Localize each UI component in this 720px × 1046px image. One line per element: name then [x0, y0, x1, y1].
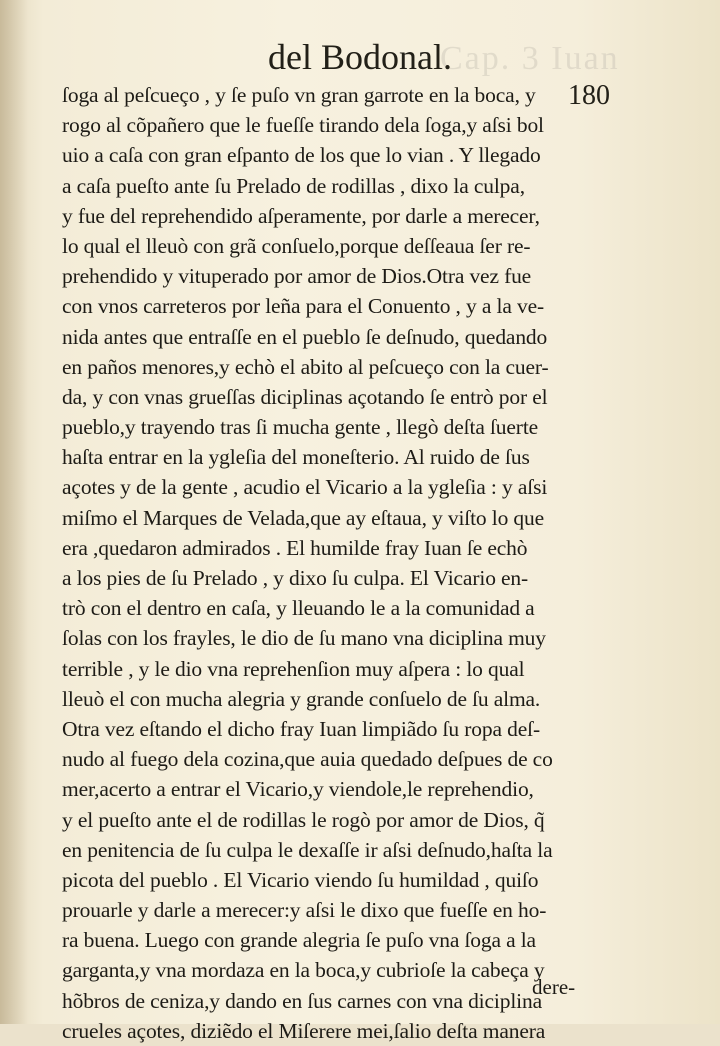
text-line: garganta,y vna mordaza en la boca,y cubrioſe la cabeça y	[62, 958, 545, 983]
text-line: en penitencia de ſu culpa le dexaſſe ir aſsi deſnudo,haſta la	[62, 837, 553, 862]
gutter-shadow	[0, 0, 28, 1024]
text-line: mer,acerto a entrar el Vicario,y viendole,le reprehendio,	[62, 777, 534, 802]
text-line: da, y con vnas grueſſas diciplinas açotando ſe entrò por el	[62, 384, 548, 409]
text-line: prouarle y darle a merecer:y aſsi le dixo que fueſſe en ho-	[62, 898, 547, 923]
page-number: 180	[568, 80, 610, 111]
text-line: y fue del reprehendido aſperamente, por darle a merecer,	[62, 203, 540, 228]
text-line: era ,quedaron admirados . El humilde fray Iuan ſe echò	[62, 535, 528, 560]
text-line: rogo al cõpañero que le fueſſe tirando dela ſoga,y aſsi bol	[62, 113, 544, 138]
body-text	[62, 80, 618, 1046]
text-line: haſta entrar en la ygleſia del moneſterio. Al ruido de ſus	[62, 445, 530, 470]
text-line: lleuò el con mucha alegria y grande conſuelo de ſu alma.	[62, 686, 541, 711]
bleed-through-text: Cap. 3 Iuan	[440, 40, 620, 77]
text-line: crueles açotes, diziẽdo el Miſerere mei,ſalio deſta manera	[62, 1018, 546, 1043]
text-line: açotes y de la gente , acudio el Vicario a la ygleſia : y aſsi	[62, 475, 548, 500]
text-line: prehendido y vituperado por amor de Dios.Otra vez fue	[62, 264, 532, 289]
text-line: hõbros de ceniza,y dando en ſus carnes con vna diciplina	[62, 988, 542, 1013]
text-line: con vnos carreteros por leña para el Conuento , y a la ve-	[62, 294, 545, 319]
text-line: nudo al fuego dela cozina,que auia quedado deſpues de co	[62, 747, 553, 772]
catchword: dere-	[532, 975, 576, 999]
text-line: uio a caſa con gran eſpanto de los que lo vian . Y llegado	[62, 143, 541, 168]
text-line: miſmo el Marques de Velada,que ay eſtaua, y viſto lo que	[62, 505, 544, 530]
text-line: Otra vez eſtando el dicho fray Iuan limpiãdo ſu ropa deſ-	[62, 716, 540, 741]
text-line: en paños menores,y echò el abito al peſcueço con la cuer-	[62, 354, 549, 379]
text-line: a los pies de ſu Prelado , y dixo ſu culpa. El Vicario en-	[62, 566, 529, 590]
text-line: ſolas con los frayles, le dio de ſu mano vna diciplina muy	[62, 626, 546, 651]
text-line: terrible , y le dio vna reprehenſion muy aſpera : lo qual	[62, 656, 525, 681]
text-line: a caſa pueſto ante ſu Prelado de rodillas , dixo la culpa,	[62, 173, 525, 198]
text-line: lo qual el lleuò con grã conſuelo,porque deſſeaua ſer re-	[62, 233, 531, 258]
running-head: del Bodonal.	[268, 37, 452, 77]
text-line: ra buena. Luego con grande alegria ſe puſo vna ſoga a la	[62, 928, 536, 953]
text-line: trò con el dentro en caſa, y lleuando le a la comunidad a	[62, 596, 535, 621]
text-line: picota del pueblo . El Vicario viendo ſu humildad , quiſo	[62, 867, 539, 892]
text-line: ſoga al peſcueço , y ſe puſo vn gran garrote en la boca, y	[62, 83, 536, 107]
text-line: y el pueſto ante el de rodillas le rogò por amor de Dios, q̃	[62, 807, 545, 832]
text-line: pueblo,y trayendo tras ſi mucha gente , llegò deſta ſuerte	[62, 415, 539, 440]
text-line: nida antes que entraſſe en el pueblo ſe deſnudo, quedando	[62, 324, 548, 349]
